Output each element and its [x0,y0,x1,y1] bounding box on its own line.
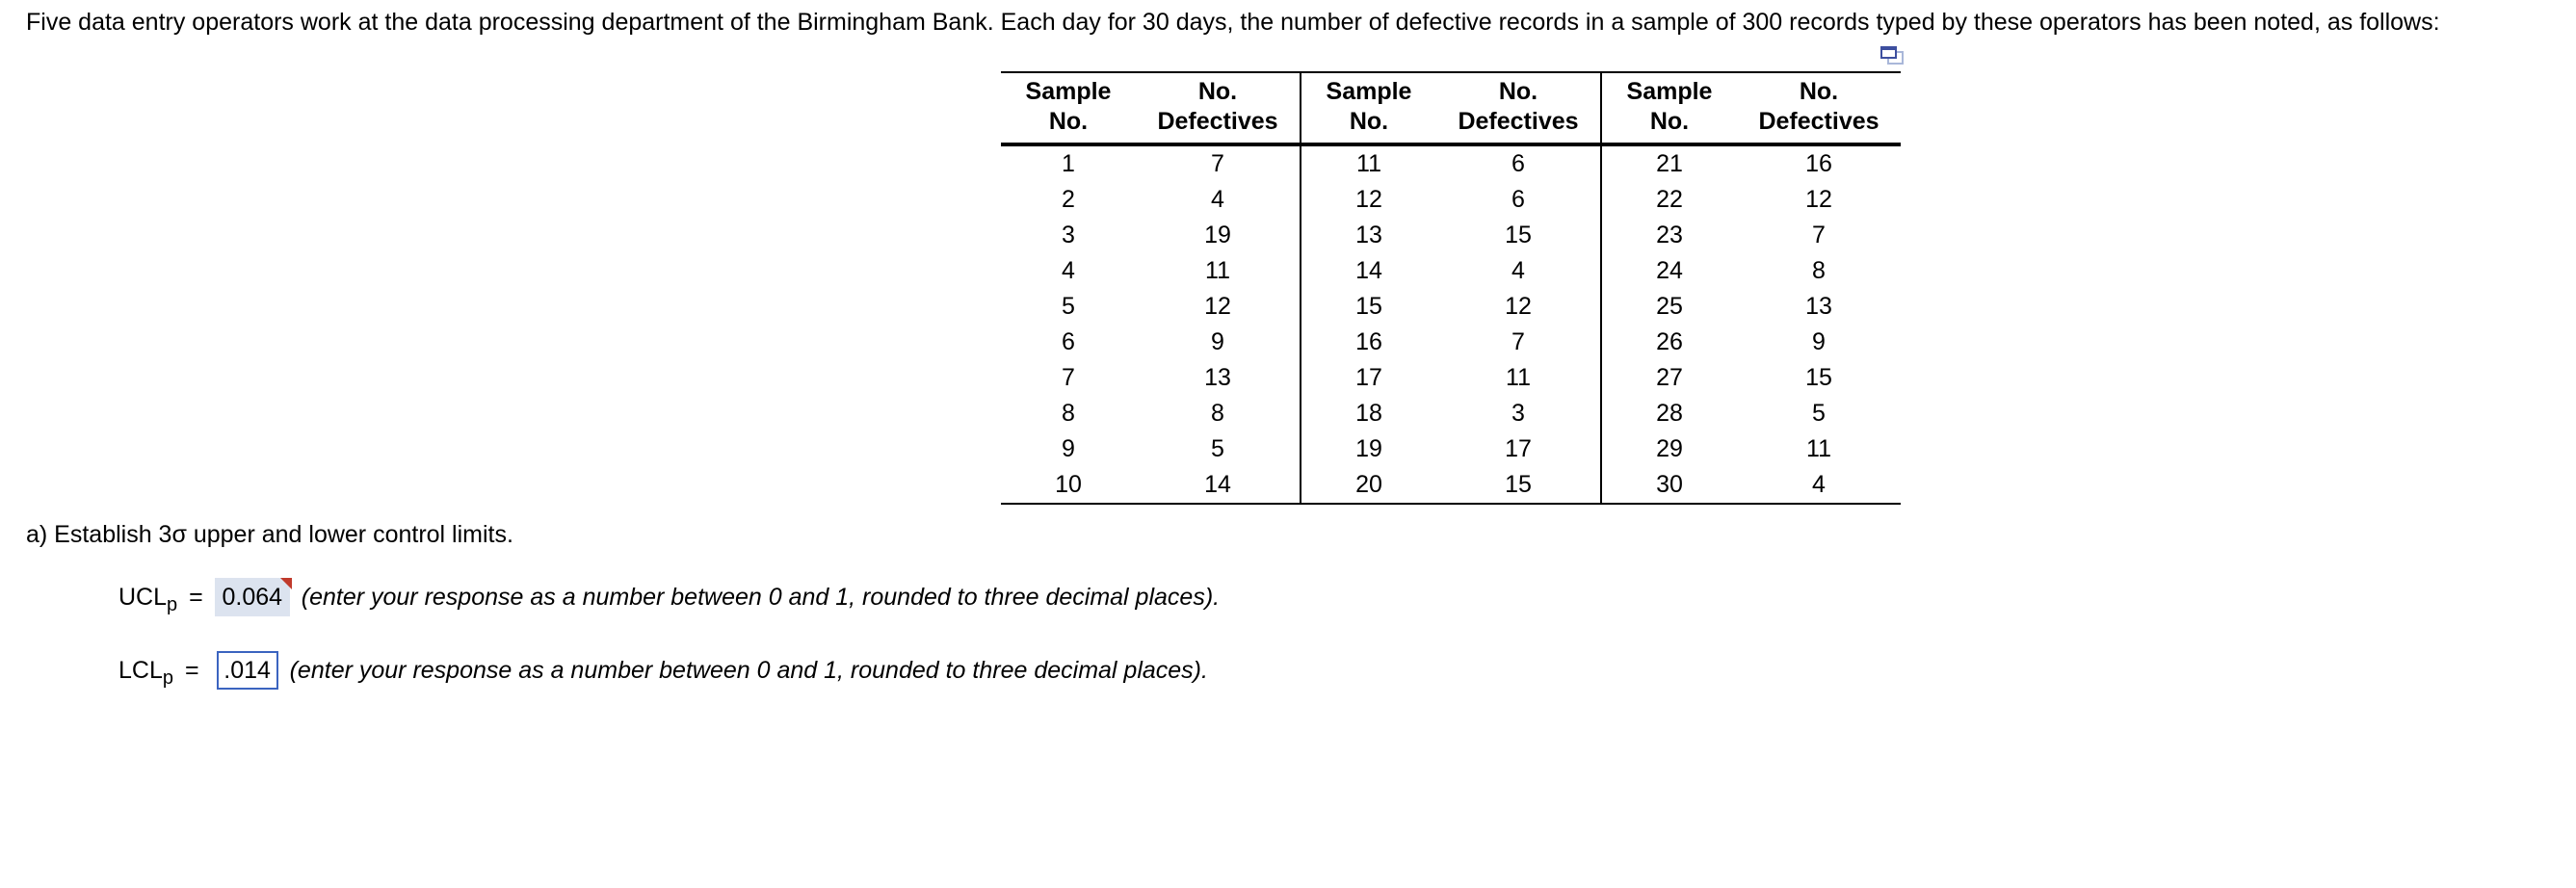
sample-no-cell: 27 [1601,360,1737,396]
sample-no-cell: 26 [1601,325,1737,360]
sample-no-cell: 3 [1062,222,1075,248]
lcl-label: $LCL_p$ [118,656,173,689]
table-row [1001,144,1901,182]
popout-window-icon[interactable] [1880,46,1906,65]
sample-no-cell: 17 [1301,360,1436,396]
ucl-answer-row [118,578,1220,616]
table-row [1001,325,1901,360]
table-row [1001,218,1901,253]
defectives-cell: 5 [1812,400,1826,427]
defectives-cell: 17 [1505,435,1532,462]
table-row [1001,467,1901,504]
sample-no-cell: 16 [1301,325,1436,360]
ucl-label: $UCL_p$ [118,583,178,615]
sample-no-cell: 10 [1001,467,1136,504]
defectives-cell: 4 [1511,257,1525,284]
defectives-cell: 9 [1812,328,1826,355]
defectives-cell: 11 [1506,364,1531,391]
sample-no-cell: 22 [1601,182,1737,218]
problem-statement: Five data entry operators work at the data processing department of the Birmingham Bank. Each day for 30 days, the number of defective records in a sample of 300 records typed by these operators has been noted, as follows: [26,9,2440,36]
defectives-cell: 11 [1205,257,1230,284]
defectives-cell: 5 [1211,435,1224,462]
defectives-cell: 16 [1805,150,1832,177]
defectives-cell: 15 [1805,364,1832,391]
defectives-cell: 3 [1511,400,1525,427]
ucl-answer-field[interactable]: 0.064 [215,578,290,616]
sample-no-cell: 18 [1301,396,1436,431]
header-sample-no: Sample No. [1601,72,1737,144]
equals-sign: = [185,656,199,684]
defectives-cell: 11 [1806,435,1831,462]
defectives-cell: 8 [1812,257,1826,284]
sample-no-cell: 8 [1062,400,1075,427]
sample-no-cell: 6 [1062,328,1075,355]
defectives-cell: 8 [1211,400,1224,427]
defectives-cell: 13 [1204,364,1231,391]
sample-no-cell: 14 [1301,253,1436,289]
lcl-hint: (enter your response as a number between 0 and 1, rounded to three decimal places). [289,656,1208,684]
defectives-cell: 9 [1211,328,1224,355]
table-header-row [1001,72,1901,144]
sample-no-cell: 2 [1062,186,1075,213]
table-row [1001,289,1901,325]
sample-no-cell: 15 [1301,289,1436,325]
sample-no-cell: 29 [1601,431,1737,467]
defectives-cell: 12 [1505,293,1532,320]
sample-no-cell: 28 [1601,396,1737,431]
ucl-hint: (enter your response as a number between 0 and 1, rounded to three decimal places). [301,583,1221,611]
sample-no-cell: 7 [1062,364,1075,391]
defectives-cell: 12 [1805,186,1832,213]
sample-no-cell: 11 [1301,144,1436,182]
table-row [1001,396,1901,431]
sample-no-cell: 30 [1601,467,1737,504]
defectives-cell: 4 [1211,186,1224,213]
sample-no-cell: 13 [1301,218,1436,253]
defectives-data-table [1001,71,1901,505]
lcl-answer-row [118,651,1208,690]
question-part-a: a) Establish 3σ upper and lower control limits. [26,521,513,548]
sample-no-cell: 9 [1062,435,1075,462]
defectives-cell: 13 [1805,293,1832,320]
header-sample-no: Sample No. [1025,78,1112,135]
header-sample-no: Sample No. [1301,72,1436,144]
defectives-cell: 7 [1812,222,1826,248]
table-row [1001,431,1901,467]
sample-no-cell: 4 [1062,257,1075,284]
defectives-cell: 4 [1737,467,1901,504]
defectives-cell: 6 [1511,150,1525,177]
header-no-defectives: No. Defectives [1758,78,1879,135]
defectives-cell: 12 [1204,293,1231,320]
sample-no-cell: 23 [1601,218,1737,253]
defectives-cell: 19 [1204,222,1231,248]
table-row [1001,182,1901,218]
header-no-defectives: No. Defectives [1458,78,1579,135]
defectives-cell: 15 [1436,467,1601,504]
sample-no-cell: 24 [1601,253,1737,289]
header-no-defectives: No. Defectives [1157,78,1278,135]
table-row [1001,360,1901,396]
defectives-cell: 14 [1136,467,1301,504]
sample-no-cell: 21 [1601,144,1737,182]
defectives-cell: 7 [1511,328,1525,355]
equals-sign: = [189,583,203,611]
sample-no-cell: 5 [1062,293,1075,320]
lcl-answer-field[interactable]: .014 [217,651,278,690]
sample-no-cell: 1 [1062,150,1075,177]
defectives-cell: 6 [1511,186,1525,213]
incorrect-flag-icon [280,578,292,589]
defectives-cell: 7 [1211,150,1224,177]
sample-no-cell: 20 [1301,467,1436,504]
sample-no-cell: 25 [1601,289,1737,325]
sample-no-cell: 19 [1301,431,1436,467]
sample-no-cell: 12 [1301,182,1436,218]
table-row [1001,253,1901,289]
defectives-cell: 15 [1505,222,1532,248]
